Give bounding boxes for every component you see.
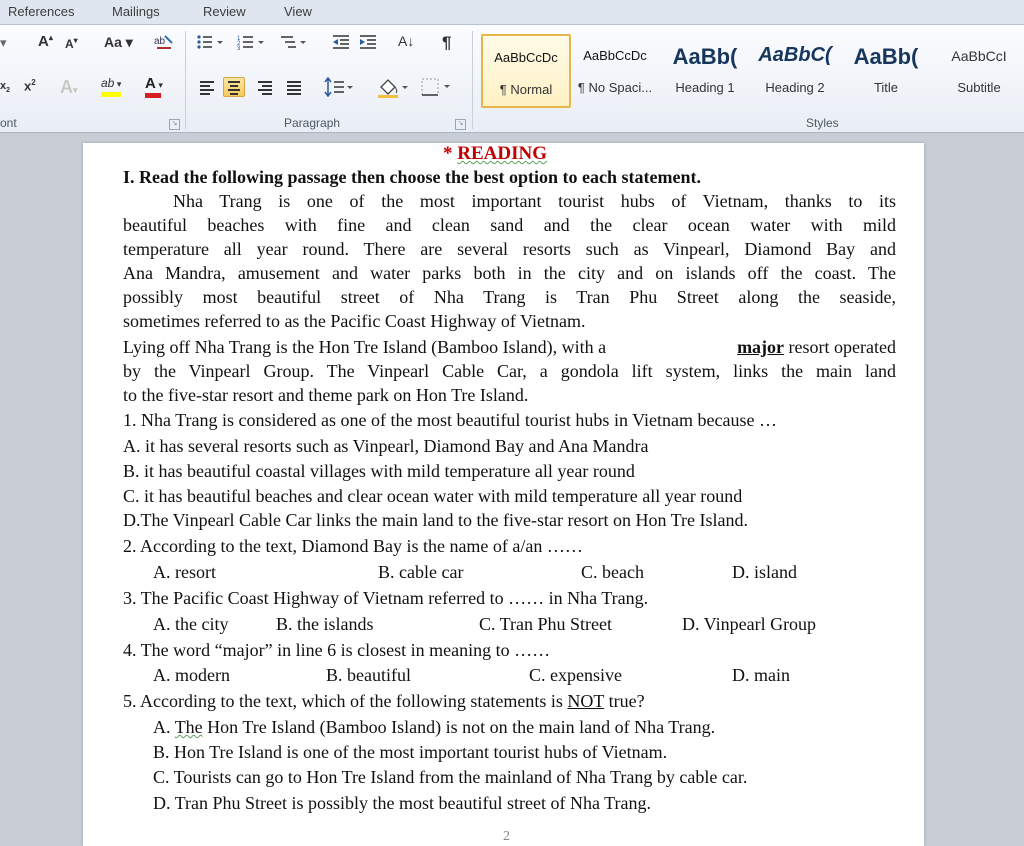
- question-4-option-b: B. beautiful: [326, 665, 411, 685]
- question-4-stem: 4. The word “major” in line 6 is closest in meaning to ……: [123, 640, 551, 660]
- underlined-word-major: major: [737, 337, 785, 357]
- multilevel-list-button[interactable]: [279, 33, 309, 54]
- paragraph-dialog-launcher[interactable]: ↘: [455, 119, 466, 130]
- exercise-heading: I. Read the following passage then choose the best option to each statement.: [123, 167, 701, 187]
- line-spacing-button[interactable]: [324, 77, 354, 100]
- question-1-option-a: A. it has several resorts such as Vinpearl, Diamond Bay and Ana Mandra: [123, 436, 649, 456]
- clear-formatting-button[interactable]: [153, 32, 175, 55]
- passage-line: Nha Trang is one of the most important tourist hubs of Vietnam, thanks to its: [173, 191, 896, 211]
- question-1-option-d: D.The Vinpearl Cable Car links the main land to the five-star resort on Hon Tre Island.: [123, 510, 748, 530]
- question-5-option-a: A. The Hon Tre Island (Bamboo Island) is not on the main land of Nha Trang.: [153, 717, 716, 737]
- show-formatting-marks-button[interactable]: [442, 33, 451, 53]
- passage-line: beautiful beaches with fine and clean sand and the clear ocean water with mild: [123, 215, 896, 235]
- page-number: 2: [503, 829, 510, 844]
- align-right-button[interactable]: [254, 77, 276, 97]
- question-3-option-a: A. the city: [153, 614, 229, 634]
- font-group-label: ont: [0, 116, 17, 130]
- underlined-word-not: NOT: [567, 691, 605, 711]
- question-3-option-b: B. the islands: [276, 614, 374, 634]
- borders-button[interactable]: [420, 77, 454, 100]
- highlight-color-swatch: [101, 92, 121, 97]
- svg-text:ab: ab: [154, 36, 166, 47]
- style-title[interactable]: AaBb( Title: [853, 44, 919, 95]
- font-size-dropdown[interactable]: ▾: [0, 35, 7, 50]
- passage-line: by the Vinpearl Group. The Vinpearl Cable Car, a gondola lift system, links the main land: [123, 361, 896, 381]
- question-3-option-d: D. Vinpearl Group: [682, 614, 817, 634]
- question-4-option-a: A. modern: [153, 665, 230, 685]
- ribbon-tab-bar: [0, 0, 1024, 25]
- style-heading-2[interactable]: AaBbC( Heading 2: [758, 44, 832, 95]
- style-subtitle[interactable]: AaBbCcI Subtitle: [951, 48, 1007, 95]
- decrease-indent-icon: [331, 33, 351, 51]
- increase-indent-button[interactable]: [358, 33, 378, 54]
- justify-button[interactable]: [283, 77, 305, 97]
- bullets-icon: [196, 33, 226, 51]
- bullets-button[interactable]: [196, 33, 226, 54]
- sort-icon: A↓: [398, 33, 415, 49]
- passage-line: to the five-star resort and theme park on Hon Tre Island.: [123, 385, 529, 405]
- passage-line: Lying off Nha Trang is the Hon Tre Island (Bamboo Island), with a major resort operated: [123, 337, 896, 357]
- styles-group-label: Styles: [806, 116, 839, 130]
- question-2-stem: 2. According to the text, Diamond Bay is the name of a/an ……: [123, 536, 583, 556]
- question-2-option-d: D. island: [732, 562, 797, 582]
- question-2-option-b: B. cable car: [378, 562, 464, 582]
- align-left-button[interactable]: [196, 77, 218, 97]
- style-no-spacing[interactable]: AaBbCcDc ¶ No Spaci...: [577, 48, 653, 95]
- question-5-option-d: D. Tran Phu Street is possibly the most beautiful street of Nha Trang.: [153, 793, 651, 813]
- tab-view[interactable]: View: [284, 4, 312, 19]
- font-color-button[interactable]: A ▾: [145, 75, 163, 92]
- tab-review[interactable]: Review: [203, 4, 246, 19]
- line-spacing-icon: [324, 77, 354, 97]
- question-2-option-a: A. resort: [153, 562, 216, 582]
- question-4-option-c: C. expensive: [529, 665, 622, 685]
- question-5-stem: 5. According to the text, which of the following statements is NOT true?: [123, 691, 645, 711]
- multilevel-list-icon: [279, 33, 309, 51]
- svg-text:3: 3: [237, 46, 241, 51]
- paint-bucket-icon: [376, 77, 410, 99]
- shading-button[interactable]: [376, 77, 410, 102]
- svg-text:2: 2: [237, 41, 241, 47]
- numbering-button[interactable]: [237, 33, 267, 54]
- passage-line: temperature all year round. There are several resorts such as Vinpearl, Diamond Bay and: [123, 239, 896, 259]
- question-5-option-b: B. Hon Tre Island is one of the most important tourist hubs of Vietnam.: [153, 742, 668, 762]
- borders-icon: [420, 77, 454, 97]
- increase-indent-icon: [358, 33, 378, 51]
- tab-mailings[interactable]: Mailings: [112, 4, 160, 19]
- paragraph-group-label: Paragraph: [284, 116, 341, 130]
- question-1-option-c: C. it has beautiful beaches and clear ocean water with mild temperature all year round: [123, 486, 743, 506]
- shrink-font-button[interactable]: A▾: [65, 36, 78, 51]
- decrease-indent-button[interactable]: [331, 33, 351, 54]
- grow-font-button[interactable]: A▴: [38, 33, 53, 50]
- section-title: * READING: [443, 143, 547, 164]
- font-dialog-launcher[interactable]: ↘: [169, 119, 180, 130]
- question-3-option-c: C. Tran Phu Street: [479, 614, 613, 634]
- font-color-swatch: [145, 93, 161, 98]
- change-case-button[interactable]: Aa ▾: [104, 34, 133, 50]
- group-separator: [472, 31, 473, 129]
- text-effects-button[interactable]: A▾: [60, 77, 78, 97]
- group-separator: [185, 31, 186, 129]
- document-page[interactable]: [83, 143, 924, 846]
- question-1-option-b: B. it has beautiful coastal villages with mild temperature all year round: [123, 461, 635, 481]
- passage-line: possibly most beautiful street of Nha Trang is Tran Phu Street along the seaside,: [123, 287, 896, 307]
- superscript-button[interactable]: $x^2$: [24, 78, 36, 94]
- clear-formatting-icon: [153, 32, 175, 52]
- style-normal[interactable]: AaBbCcDc ¶ Normal: [481, 34, 571, 108]
- svg-text:1: 1: [237, 36, 241, 42]
- sort-button[interactable]: [398, 33, 414, 49]
- ribbon: [0, 25, 1024, 133]
- subscript-button[interactable]: $x_2$: [0, 80, 11, 95]
- question-3-stem: 3. The Pacific Coast Highway of Vietnam referred to …… in Nha Trang.: [123, 588, 649, 608]
- align-center-button[interactable]: [223, 77, 245, 97]
- numbering-icon: [237, 33, 267, 51]
- highlight-button[interactable]: ab ▾: [101, 75, 121, 90]
- tab-references[interactable]: References: [8, 4, 75, 19]
- pilcrow-icon: ¶: [442, 33, 452, 52]
- question-4-option-d: D. main: [732, 665, 790, 685]
- style-heading-1[interactable]: AaBb( Heading 1: [672, 44, 738, 95]
- passage-line: Ana Mandra, amusement and water parks both in the city and on islands off the coast. The: [123, 263, 896, 283]
- question-5-option-c: C. Tourists can go to Hon Tre Island from the mainland of Nha Trang by cable car.: [153, 767, 748, 787]
- passage-line: sometimes referred to as the Pacific Coast Highway of Vietnam.: [123, 311, 586, 331]
- question-1-stem: 1. Nha Trang is considered as one of the most beautiful tourist hubs in Vietnam because …: [123, 410, 777, 430]
- question-2-option-c: C. beach: [581, 562, 644, 582]
